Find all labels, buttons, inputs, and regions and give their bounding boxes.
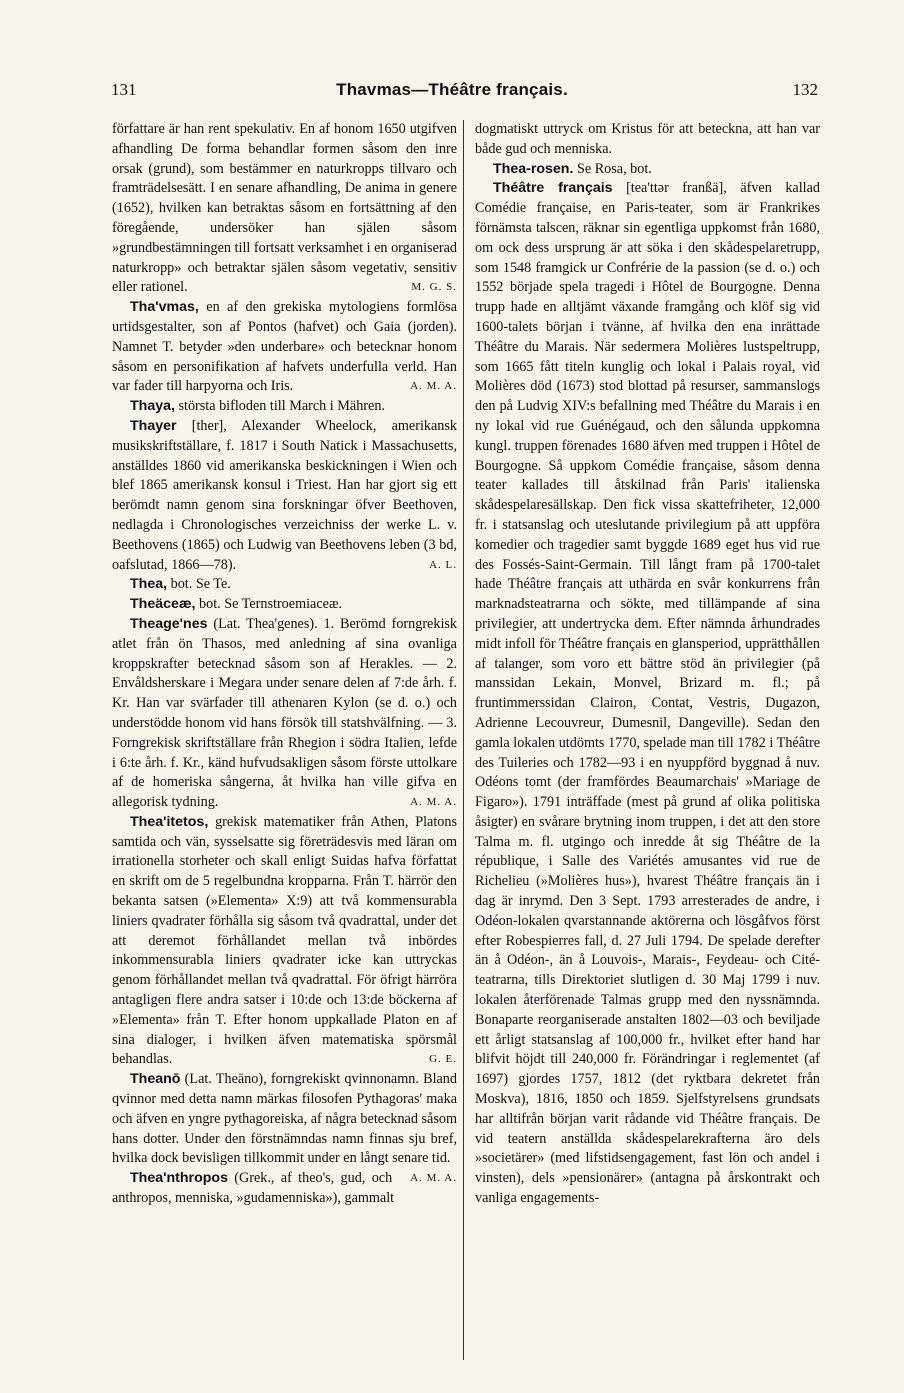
entry-thea-rosen: Thea-rosen. Se Rosa, bot. xyxy=(493,160,652,177)
author-signature: A. M. A. xyxy=(410,1172,457,1185)
author-signature: M. G. S. xyxy=(411,281,457,294)
headword: Theäceæ, xyxy=(130,596,196,613)
column-divider xyxy=(463,120,464,1360)
headword: Theage'nes xyxy=(130,615,208,632)
entry-theanthropos: Thea'nthropos (Grek., af theo's, gud, och anthropos, menniska, »gudamenniska»), gammalt xyxy=(112,1170,395,1207)
headword: Théâtre français xyxy=(493,180,613,197)
entry-theaceae: Theäceæ, bot. Se Ternstroemiaceæ. xyxy=(130,596,342,613)
headword: Theanō xyxy=(130,1071,181,1088)
entry-thayer: Thayer [ther], Alexander Wheelock, amerikansk musikskriftställare, f. 1817 i South Natick i Massachusetts, anställdes 1860 vid amerikanska beskickningen i Wien och blef 1865 amerikansk konsul i Triest. Han har gjort sig ett berömdt namn genom sina forskningar öfver Beethoven, nedlagda i Chronologisches verzeichniss der werke L. v. Beethovens (1865) och Ludwig van Beethovens leben (3 bd, oafslutad, 1866—78). A. L. xyxy=(112,417,457,575)
entry-theagenes: Theage'nes (Lat. Thea'genes). 1. Berömd forngrekisk atlet från ön Thasos, med anledning af sina ovanliga kroppskrafter betecknad såsom son af Herakles. — 2. Envåldsherskare i Megara under senare delen af 7:de årh. f. Kr. Han var svärfader till athenaren Kylon (se d. o.) och understödde honom vid hans försök till statshvälfning. — 3. Forngrekisk skriftställare från Rhegion i södra Italien, lefde i 6:te årh. f. Kr., känd hufvudsakligen såsom förste uttolkare af de homeriska sångerna, åt hvilka han ville gifva en allegorisk tydning. A. M. A. xyxy=(112,615,457,813)
author-signature: A. L. xyxy=(429,558,457,571)
page-number-right: 132 xyxy=(792,80,818,99)
entry-continuation: dogmatiskt uttryck om Kristus för att beteckna, att han var både gud och menniska. xyxy=(475,121,820,157)
headword: Thea, xyxy=(130,576,168,593)
page-number-left: 131 xyxy=(111,80,137,99)
entry-thea: Thea, bot. Se Te. xyxy=(130,576,231,593)
headword: Thea'nthropos xyxy=(130,1170,228,1187)
headword: Thea'itetos, xyxy=(130,813,209,830)
entry-theaitetos: Thea'itetos, grekisk matematiker från Athen, Platons samtida och vän, sysselsatte sig företrädesvis med läran om irrationella storheter och skall enligt Suidas hafva författat en skrift om de 5 regelbundna kropparna. Från T. härrör den bekanta satsen (»Elementa» X:9) att två kommensurabla liniers qvadrater förhålla sig såsom två qvadrattal, under det att deremot förhållandet mellan två inbördes inkommensurabla liniers qvadrater icke kan uttryckas genom förhållandet mellan två qvadrattal. För öfrigt härröra antagligen flere andra satser i 10:de och 13:de böckerna af »Elementa» från T. Efter honom uppkallade Platon en af sina dialoger, i hvilken äfven matematiska spörsmål behandlas. G. E. xyxy=(112,813,457,1070)
headword: Thea-rosen. xyxy=(493,160,574,177)
right-column xyxy=(475,120,820,1209)
author-signature: A. M. A. xyxy=(410,380,457,393)
author-signature: G. E. xyxy=(429,1053,457,1066)
headword: Thayer xyxy=(130,417,177,434)
entry-theatre-francais: Théâtre français [tea'ttər franßä], äfven kallad Comédie française, en Paris-teater, som är Frankrikes förnämsta talscen, räknar sin egentliga uppkomst från 1680, om ock dess ursprung är att söka i den skådespelaretrupp, som 1548 framgick ur Confrérie de la passion (se d. o.) och 1552 började spela tragedi i Hôtel de Bourgogne. Denna trupp hade en alltjämt växande framgång och klöf sig vid 1600-talets början i tvänne, af hvilka den ena inrättade Théâtre du Marais. När sedermera Molières lustspeltrupp, som 1665 fått titeln kunglig och lokal i Palais royal, vid Molières död (1673) stod blottad på resurser, sammanslogs den på Ludvig XIV:s befallning med Théâtre du Marais i en ny lokal vid rue Guénégaud, och den sålunda uppkomna kungl. truppen förenades 1680 äfven med truppen i Hôtel de Bourgogne. Så uppkom Comédie française, såsom denna teater kallades till åtskilnad från Paris' italienska skådespelaresällskap. Den fick vissa skattefriheter, 12,000 fr. i statsanslag och uteslutande privilegium på att uppföra komedier och tragedier samt byggde 1689 eget hus vid rue des Fossés-Saint-Germain. Till långt fram på 1700-talet hade Théâtre français att uthärda en svår konkurrens från marknadsteatrarna och sökte, med tillämpande af sina privilegier, att undertrycka dem. Efter nämnda århundrades midt infoll för Théâtre français en glansperiod, upprätthållen af talanger, som voro ett bättre stöd än privilegier (på manssidan Lekain, Monvel, Brizard m. fl.; på fruntimmerssidan Clairon, Contat, Vestris, Dugazon, Adrienne Lecouvreur, Dumesnil, Dangeville). Sedan den gamla lokalen utdömts 1770, spelade man till 1782 i Théâtre des Tuileries och 1782—93 i en nyuppförd byggnad å nuv. Odéons tomt (der framfördes Beaumarchais' »Mariage de Figaro»). 1791 inträffade (mest på grund af olika politiska åsigter) en svårare brytning inom truppen, i det att den store Talma m. fl. utgingo och inredde åt sig Théâtre de la république, i Salle des Variétés amusantes vid rue de Richelieu (»Molières hus»), hvarest Théâtre français än i dag är inrymd. Den 3 Sept. 1793 arresterades de andre, i Odéon-lokalen qvarstannande aktörerna och lösgåfvos först efter Robespierres fall, d. 27 Juli 1794. De spelade derefter än å Odéon-, än å Louvois-, Marais-, Feydeau- och Cité-teatrarna, tills Direktoriet slutligen d. 30 Maj 1799 i nuv. lokalen återförenade Talmas grupp med den nyssnämnda. Bonaparte reorganiserade anstalten 1802—03 och beviljade ett årligt statsanslag af 100,000 fr., hvilket efter hand har blifvit höjdt till 240,000 fr. Förändringar i reglementet (af 1697) gjordes 1757, 1812 (det ryktbara dekretet från Moskva), 1816, 1850 och 1859. Sjelfstyrelsens grundsats har alltifrån början varit rådande vid Théâtre français. De vid teatern anställda skådespelarekrafterna äro dels »societärer» (med lifstidsengagement, fast lön och andel i vinsten), dels »pensionärer» (antagna på årskontrakt och vanliga engagements- xyxy=(475,180,820,1207)
running-title: Thavmas—Théâtre français. xyxy=(336,80,568,99)
author-signature: A. M. A. xyxy=(410,796,457,809)
headword: Tha'vmas, xyxy=(130,299,199,316)
entry-thaya: Thaya, största bifloden till March i Mähren. xyxy=(130,398,385,415)
entry-thavmas: Tha'vmas, en af den grekiska mytologiens formlösa urtidsgestalter, son af Pontos (hafvet) och Gaia (jorden). Namnet T. betyder »den underbare» och betecknar honom såsom en personifikation af hafvets underfulla verld. Han var fader till harpyorna och Iris. A. M. A. xyxy=(112,298,457,397)
entry-theano: Theanō (Lat. Theāno), forngrekiskt qvinnonamn. Bland qvinnor med detta namn märkas filosofen Pythagoras' maka och äfven en yngre pythagoreiska, af några betecknad såsom hans dotter. Under den förstnämndas namn finnas sju bref, hvilka dock bevisligen tillkommit under en långt senare tid. A. M. A. xyxy=(112,1070,457,1169)
headword: Thaya, xyxy=(130,398,175,415)
left-column xyxy=(112,120,457,1209)
entry-continuation: författare är han rent spekulativ. En af honom 1650 utgifven afhandling De forma behandlar formen såsom den inre orsak (grund), som bestämmer en naturkropps tillvaro och framträdelsesätt. I en senare afhandling, De anima in genere (1652), hvilken kan betraktas såsom en fortsättning af den föregående, undersöker han själen såsom »grundbestämningen till fortsatt verksamhet i en organiserad naturkropp» och betraktar själen såsom vegetativ, sensitiv eller rationel. M. G. S. xyxy=(112,120,457,298)
